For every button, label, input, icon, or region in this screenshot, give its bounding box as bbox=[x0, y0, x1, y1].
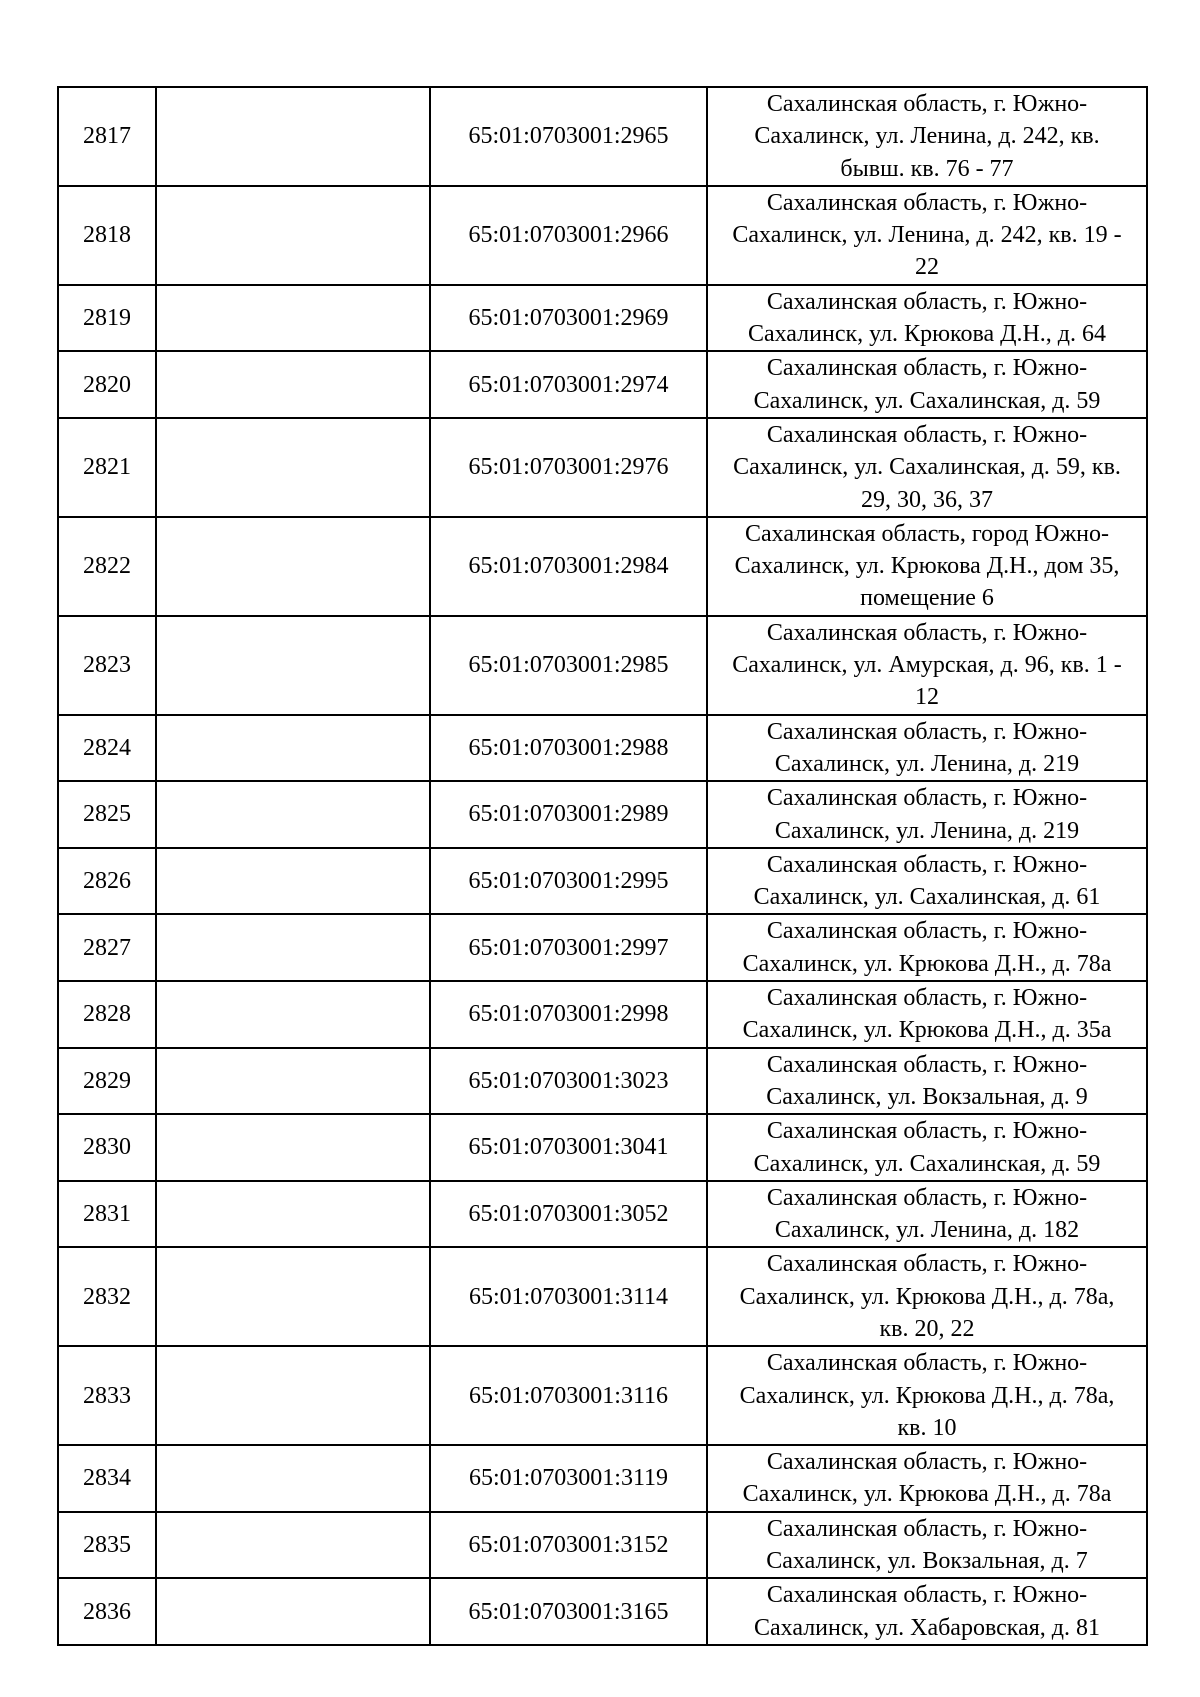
address-text: Сахалинская область, г. Южно- Сахалинск, ул. Крюкова Д.Н., д. 78а bbox=[742, 1449, 1112, 1508]
cadastral-number-cell: 65:01:0703001:3165 bbox=[430, 1578, 707, 1645]
address-text: Сахалинская область, г. Южно- Сахалинск, ул. Вокзальная, д. 7 bbox=[766, 1515, 1088, 1575]
row-number-cell: 2818 bbox=[58, 186, 156, 285]
row-number-cell: 2829 bbox=[58, 1048, 156, 1115]
address-text: Сахалинская область, г. Южно- Сахалинск, ул. Сахалинская, д. 59 bbox=[753, 355, 1101, 414]
address-text: Сахалинская область, г. Южно- Сахалинск, ул. Ленина, д. 219 bbox=[766, 785, 1088, 844]
table-row bbox=[58, 1247, 1147, 1346]
row-number-cell: 2831 bbox=[58, 1181, 156, 1248]
table-row bbox=[58, 914, 1147, 981]
row-number-cell: 2830 bbox=[58, 1114, 156, 1181]
address-cell bbox=[707, 351, 1147, 418]
owner-cell bbox=[156, 1048, 430, 1115]
table-row bbox=[58, 1048, 1147, 1115]
owner-cell bbox=[156, 517, 430, 616]
owner-cell bbox=[156, 616, 430, 715]
address-cell bbox=[707, 914, 1147, 981]
table-row bbox=[58, 351, 1147, 418]
address-text: Сахалинская область, г. Южно- Сахалинск, ул. Ленина, д. 219 bbox=[766, 718, 1088, 777]
address-cell bbox=[707, 715, 1147, 782]
owner-cell bbox=[156, 781, 430, 848]
address-text: Сахалинская область, г. Южно- Сахалинск, ул. Сахалинская, д. 59, кв. 29, 30, 36, 37 bbox=[733, 421, 1121, 513]
address-cell bbox=[707, 1247, 1147, 1346]
row-number-cell: 2835 bbox=[58, 1512, 156, 1579]
address-cell bbox=[707, 981, 1147, 1048]
address-cell bbox=[707, 1181, 1147, 1248]
address-text: Сахалинская область, г. Южно- Сахалинск, ул. Амурская, д. 96, кв. 1 - 12 bbox=[732, 619, 1122, 711]
row-number-cell: 2820 bbox=[58, 351, 156, 418]
owner-cell bbox=[156, 1247, 430, 1346]
row-number-cell: 2824 bbox=[58, 715, 156, 782]
address-text: Сахалинская область, г. Южно- Сахалинск, ул. Вокзальная, д. 9 bbox=[766, 1051, 1088, 1110]
cadastral-number-cell: 65:01:0703001:2976 bbox=[430, 418, 707, 517]
address-text: Сахалинская область, г. Южно- Сахалинск, ул. Хабаровская, д. 81 bbox=[754, 1582, 1100, 1641]
address-cell bbox=[707, 186, 1147, 285]
row-number-cell: 2833 bbox=[58, 1346, 156, 1445]
row-number-cell: 2834 bbox=[58, 1445, 156, 1512]
address-cell bbox=[707, 418, 1147, 517]
owner-cell bbox=[156, 1445, 430, 1512]
table-row bbox=[58, 981, 1147, 1048]
registry-table-body bbox=[58, 87, 1147, 1645]
table-row bbox=[58, 1512, 1147, 1579]
cadastral-number-cell: 65:01:0703001:2969 bbox=[430, 285, 707, 352]
row-number-cell: 2827 bbox=[58, 914, 156, 981]
cadastral-number-cell: 65:01:0703001:2984 bbox=[430, 517, 707, 616]
address-text: Сахалинская область, г. Южно- Сахалинск, ул. Сахалинская, д. 61 bbox=[753, 851, 1101, 911]
owner-cell bbox=[156, 1578, 430, 1645]
table-row bbox=[58, 1578, 1147, 1645]
cadastral-number-cell: 65:01:0703001:2998 bbox=[430, 981, 707, 1048]
cadastral-number-cell: 65:01:0703001:2988 bbox=[430, 715, 707, 782]
owner-cell bbox=[156, 981, 430, 1048]
address-text: Сахалинская область, г. Южно- Сахалинск, ул. Крюкова Д.Н., д. 78а, кв. 10 bbox=[739, 1350, 1115, 1441]
owner-cell bbox=[156, 87, 430, 186]
address-text: Сахалинская область, город Южно- Сахалинск, ул. Крюкова Д.Н., дом 35, помещение 6 bbox=[734, 520, 1120, 612]
cadastral-number-cell: 65:01:0703001:3114 bbox=[430, 1247, 707, 1346]
address-text: Сахалинская область, г. Южно- Сахалинск, ул. Ленина, д. 182 bbox=[766, 1184, 1088, 1244]
row-number-cell: 2817 bbox=[58, 87, 156, 186]
cadastral-number-cell: 65:01:0703001:3023 bbox=[430, 1048, 707, 1115]
row-number-cell: 2826 bbox=[58, 848, 156, 915]
address-text: Сахалинская область, г. Южно- Сахалинск, ул. Ленина, д. 242, кв. бывш. кв. 76 - 77 bbox=[754, 91, 1100, 182]
table-row bbox=[58, 186, 1147, 285]
row-number-cell: 2836 bbox=[58, 1578, 156, 1645]
cadastral-number-cell: 65:01:0703001:2995 bbox=[430, 848, 707, 915]
address-text: Сахалинская область, г. Южно- Сахалинск, ул. Крюкова Д.Н., д. 35а bbox=[742, 985, 1112, 1044]
table-row bbox=[58, 616, 1147, 715]
address-cell bbox=[707, 285, 1147, 352]
table-row bbox=[58, 1114, 1147, 1181]
table-row bbox=[58, 87, 1147, 186]
address-text: Сахалинская область, г. Южно- Сахалинск, ул. Крюкова Д.Н., д. 64 bbox=[747, 288, 1107, 348]
address-text: Сахалинская область, г. Южно- Сахалинск, ул. Крюкова Д.Н., д. 78а, кв. 20, 22 bbox=[739, 1251, 1115, 1342]
address-cell bbox=[707, 1512, 1147, 1579]
address-cell bbox=[707, 781, 1147, 848]
table-row bbox=[58, 418, 1147, 517]
row-number-cell: 2821 bbox=[58, 418, 156, 517]
address-cell bbox=[707, 1346, 1147, 1445]
registry-table bbox=[57, 86, 1148, 1646]
cadastral-number-cell: 65:01:0703001:3041 bbox=[430, 1114, 707, 1181]
address-cell bbox=[707, 848, 1147, 915]
owner-cell bbox=[156, 848, 430, 915]
table-row bbox=[58, 781, 1147, 848]
address-cell bbox=[707, 1445, 1147, 1512]
owner-cell bbox=[156, 418, 430, 517]
cadastral-number-cell: 65:01:0703001:3052 bbox=[430, 1181, 707, 1248]
row-number-cell: 2823 bbox=[58, 616, 156, 715]
owner-cell bbox=[156, 914, 430, 981]
address-text: Сахалинская область, г. Южно- Сахалинск, ул. Ленина, д. 242, кв. 19 - 22 bbox=[732, 189, 1122, 281]
cadastral-number-cell: 65:01:0703001:3116 bbox=[430, 1346, 707, 1445]
address-cell bbox=[707, 517, 1147, 616]
owner-cell bbox=[156, 1114, 430, 1181]
cadastral-number-cell: 65:01:0703001:3119 bbox=[430, 1445, 707, 1512]
row-number-cell: 2822 bbox=[58, 517, 156, 616]
address-cell bbox=[707, 1114, 1147, 1181]
address-cell bbox=[707, 1578, 1147, 1645]
address-cell bbox=[707, 1048, 1147, 1115]
row-number-cell: 2825 bbox=[58, 781, 156, 848]
owner-cell bbox=[156, 285, 430, 352]
cadastral-number-cell: 65:01:0703001:2997 bbox=[430, 914, 707, 981]
row-number-cell: 2828 bbox=[58, 981, 156, 1048]
owner-cell bbox=[156, 1512, 430, 1579]
table-row bbox=[58, 285, 1147, 352]
cadastral-number-cell: 65:01:0703001:2965 bbox=[430, 87, 707, 186]
address-cell bbox=[707, 616, 1147, 715]
table-row bbox=[58, 1181, 1147, 1248]
cadastral-number-cell: 65:01:0703001:3152 bbox=[430, 1512, 707, 1579]
row-number-cell: 2832 bbox=[58, 1247, 156, 1346]
cadastral-number-cell: 65:01:0703001:2974 bbox=[430, 351, 707, 418]
owner-cell bbox=[156, 1346, 430, 1445]
owner-cell bbox=[156, 351, 430, 418]
address-text: Сахалинская область, г. Южно- Сахалинск, ул. Сахалинская, д. 59 bbox=[753, 1118, 1101, 1177]
row-number-cell: 2819 bbox=[58, 285, 156, 352]
address-cell bbox=[707, 87, 1147, 186]
table-row bbox=[58, 517, 1147, 616]
cadastral-number-cell: 65:01:0703001:2989 bbox=[430, 781, 707, 848]
table-row bbox=[58, 715, 1147, 782]
owner-cell bbox=[156, 715, 430, 782]
owner-cell bbox=[156, 186, 430, 285]
address-text: Сахалинская область, г. Южно- Сахалинск, ул. Крюкова Д.Н., д. 78а bbox=[742, 918, 1112, 977]
cadastral-number-cell: 65:01:0703001:2985 bbox=[430, 616, 707, 715]
cadastral-number-cell: 65:01:0703001:2966 bbox=[430, 186, 707, 285]
table-row bbox=[58, 1346, 1147, 1445]
table-row bbox=[58, 848, 1147, 915]
table-row bbox=[58, 1445, 1147, 1512]
owner-cell bbox=[156, 1181, 430, 1248]
